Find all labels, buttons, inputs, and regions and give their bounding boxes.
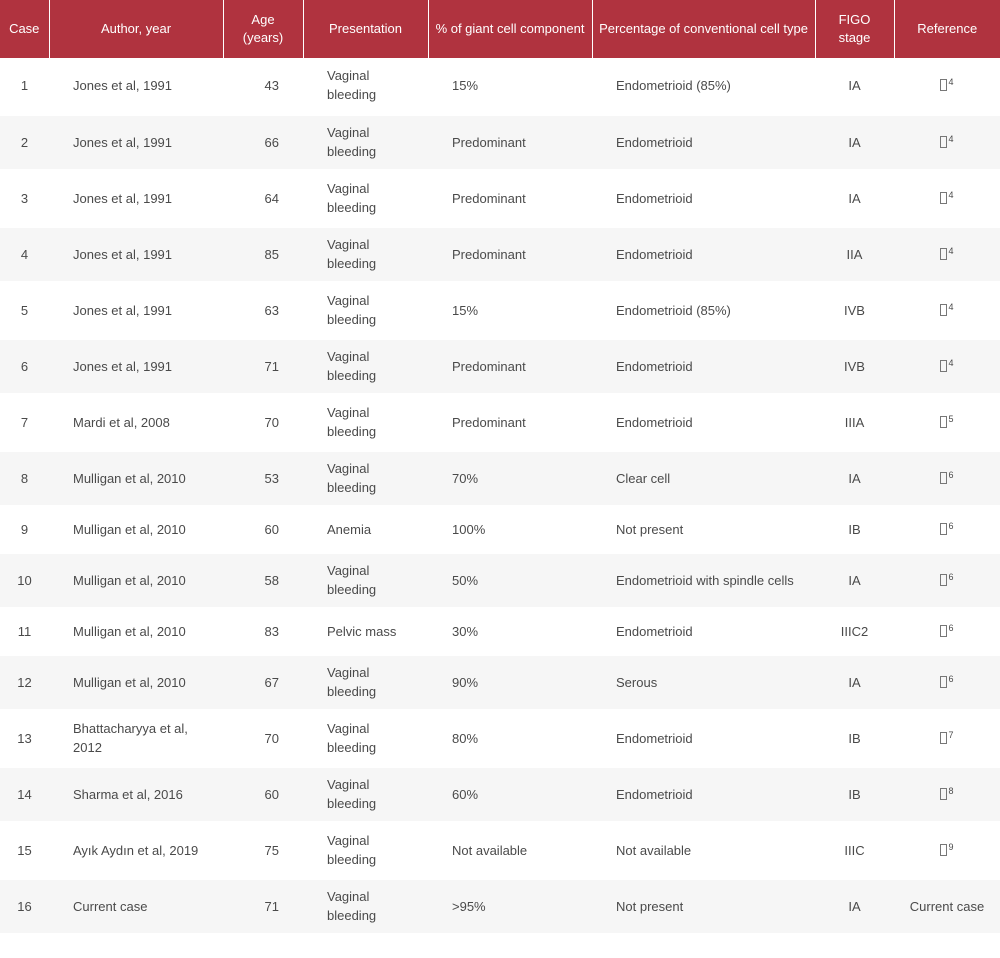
table-row — [0, 822, 1000, 878]
reference-number[interactable]: 4 — [948, 76, 954, 87]
reference-cell[interactable] — [894, 766, 1000, 822]
giant-cell-percent-cell: 60% — [428, 766, 592, 822]
author-cell: Jones et al, 1991 — [49, 282, 223, 338]
presentation-cell: Vaginal bleeding — [303, 766, 428, 822]
table-row — [0, 506, 1000, 552]
reference-link-icon[interactable] — [940, 676, 947, 688]
age-cell: 53 — [223, 450, 303, 506]
age-cell: 67 — [223, 654, 303, 710]
age-cell: 64 — [223, 170, 303, 226]
table-row — [0, 114, 1000, 170]
presentation-cell: Vaginal bleeding — [303, 58, 428, 114]
case-cell: 9 — [0, 506, 49, 552]
conventional-cell-type-cell: Endometrioid with spindle cells — [592, 552, 815, 608]
age-cell: 71 — [223, 338, 303, 394]
case-cell: 10 — [0, 552, 49, 608]
age-cell: 66 — [223, 114, 303, 170]
giant-cell-percent-cell: Predominant — [428, 394, 592, 450]
age-cell: 58 — [223, 552, 303, 608]
table-row — [0, 552, 1000, 608]
reference-cell[interactable] — [894, 654, 1000, 710]
author-cell: Mulligan et al, 2010 — [49, 654, 223, 710]
age-cell: 75 — [223, 822, 303, 878]
header-author: Author, year — [49, 0, 223, 58]
table-row — [0, 282, 1000, 338]
author-cell: Bhattacharyya et al, 2012 — [49, 710, 223, 766]
presentation-cell: Vaginal bleeding — [303, 450, 428, 506]
header-figo-stage: FIGO stage — [815, 0, 894, 58]
reference-number[interactable]: 4 — [948, 301, 954, 312]
reference-link-icon[interactable] — [940, 304, 947, 316]
case-cell: 1 — [0, 58, 49, 114]
conventional-cell-type-cell: Endometrioid — [592, 766, 815, 822]
giant-cell-percent-cell: Predominant — [428, 226, 592, 282]
reference-number[interactable]: 4 — [948, 357, 954, 368]
reference-link-icon[interactable] — [940, 523, 947, 535]
age-cell: 70 — [223, 710, 303, 766]
figo-stage-cell: IB — [815, 766, 894, 822]
case-cell: 11 — [0, 608, 49, 654]
presentation-cell: Vaginal bleeding — [303, 338, 428, 394]
age-cell: 60 — [223, 506, 303, 552]
reference-link-icon[interactable] — [940, 574, 947, 586]
reference-cell[interactable] — [894, 450, 1000, 506]
conventional-cell-type-cell: Clear cell — [592, 450, 815, 506]
figo-stage-cell: IA — [815, 654, 894, 710]
reference-number[interactable]: 4 — [948, 189, 954, 200]
giant-cell-percent-cell: 100% — [428, 506, 592, 552]
age-cell: 71 — [223, 878, 303, 934]
age-cell: 70 — [223, 394, 303, 450]
giant-cell-percent-cell: Predominant — [428, 170, 592, 226]
figo-stage-cell: IVB — [815, 338, 894, 394]
conventional-cell-type-cell: Endometrioid — [592, 338, 815, 394]
header-age: Age (years) — [223, 0, 303, 58]
figo-stage-cell: IIIA — [815, 394, 894, 450]
reference-cell[interactable] — [894, 226, 1000, 282]
reference-cell[interactable] — [894, 338, 1000, 394]
age-cell: 85 — [223, 226, 303, 282]
author-cell: Jones et al, 1991 — [49, 226, 223, 282]
header-case: Case — [0, 0, 49, 58]
reference-cell[interactable] — [894, 114, 1000, 170]
presentation-cell: Vaginal bleeding — [303, 552, 428, 608]
reference-number[interactable]: 5 — [948, 413, 954, 424]
figo-stage-cell: IB — [815, 710, 894, 766]
giant-cell-percent-cell: Predominant — [428, 114, 592, 170]
presentation-cell: Vaginal bleeding — [303, 282, 428, 338]
table-row — [0, 878, 1000, 934]
figo-stage-cell: IB — [815, 506, 894, 552]
presentation-cell: Vaginal bleeding — [303, 710, 428, 766]
reference-number[interactable]: 4 — [948, 133, 954, 144]
reference-number[interactable]: 6 — [948, 520, 954, 531]
case-cell: 12 — [0, 654, 49, 710]
age-cell: 60 — [223, 766, 303, 822]
giant-cell-percent-cell: 30% — [428, 608, 592, 654]
figo-stage-cell: IA — [815, 878, 894, 934]
reference-link-icon[interactable] — [940, 416, 947, 428]
author-cell: Sharma et al, 2016 — [49, 766, 223, 822]
case-cell: 14 — [0, 766, 49, 822]
conventional-cell-type-cell: Endometrioid — [592, 114, 815, 170]
reference-number[interactable]: 6 — [948, 571, 954, 582]
case-cell: 16 — [0, 878, 49, 934]
giant-cell-percent-cell: 80% — [428, 710, 592, 766]
conventional-cell-type-cell: Not available — [592, 822, 815, 878]
giant-cell-percent-cell: 15% — [428, 282, 592, 338]
conventional-cell-type-cell: Endometrioid — [592, 226, 815, 282]
author-cell: Jones et al, 1991 — [49, 114, 223, 170]
reference-cell[interactable] — [894, 506, 1000, 552]
reference-link-icon[interactable] — [940, 788, 947, 800]
case-cell: 15 — [0, 822, 49, 878]
presentation-cell: Vaginal bleeding — [303, 878, 428, 934]
presentation-cell: Vaginal bleeding — [303, 394, 428, 450]
reference-cell[interactable] — [894, 170, 1000, 226]
case-cell: 13 — [0, 710, 49, 766]
reference-cell: Current case — [894, 878, 1000, 934]
table-row — [0, 450, 1000, 506]
presentation-cell: Anemia — [303, 506, 428, 552]
age-cell: 63 — [223, 282, 303, 338]
conventional-cell-type-cell: Serous — [592, 654, 815, 710]
reference-number[interactable]: 6 — [948, 673, 954, 684]
presentation-cell: Vaginal bleeding — [303, 822, 428, 878]
author-cell: Current case — [49, 878, 223, 934]
reference-number[interactable]: 8 — [948, 785, 954, 796]
author-cell: Jones et al, 1991 — [49, 58, 223, 114]
presentation-cell: Vaginal bleeding — [303, 114, 428, 170]
giant-cell-percent-cell: 70% — [428, 450, 592, 506]
reference-cell[interactable] — [894, 58, 1000, 114]
reference-number[interactable]: 6 — [948, 622, 954, 633]
reference-cell[interactable] — [894, 552, 1000, 608]
giant-cell-percent-cell: 50% — [428, 552, 592, 608]
figo-stage-cell: IA — [815, 58, 894, 114]
case-cell: 7 — [0, 394, 49, 450]
table-row — [0, 170, 1000, 226]
reference-link-icon[interactable] — [940, 625, 947, 637]
conventional-cell-type-cell: Not present — [592, 878, 815, 934]
reference-link-icon[interactable] — [940, 732, 947, 744]
reference-cell[interactable] — [894, 394, 1000, 450]
reference-link-icon[interactable] — [940, 248, 947, 260]
reference-cell[interactable] — [894, 822, 1000, 878]
author-cell: Mardi et al, 2008 — [49, 394, 223, 450]
case-cell: 6 — [0, 338, 49, 394]
giant-cell-percent-cell: 90% — [428, 654, 592, 710]
author-cell: Ayık Aydın et al, 2019 — [49, 822, 223, 878]
presentation-cell: Vaginal bleeding — [303, 226, 428, 282]
figo-stage-cell: IA — [815, 114, 894, 170]
table-row — [0, 338, 1000, 394]
conventional-cell-type-cell: Endometrioid — [592, 394, 815, 450]
author-cell: Jones et al, 1991 — [49, 338, 223, 394]
table-header-row — [0, 0, 1000, 58]
conventional-cell-type-cell: Endometrioid (85%) — [592, 282, 815, 338]
reference-number[interactable]: 9 — [948, 841, 954, 852]
conventional-cell-type-cell: Endometrioid — [592, 710, 815, 766]
table-row — [0, 654, 1000, 710]
reference-link-icon[interactable] — [940, 79, 947, 91]
case-cell: 8 — [0, 450, 49, 506]
conventional-cell-type-cell: Not present — [592, 506, 815, 552]
conventional-cell-type-cell: Endometrioid (85%) — [592, 58, 815, 114]
giant-cell-percent-cell: >95% — [428, 878, 592, 934]
presentation-cell: Pelvic mass — [303, 608, 428, 654]
case-cell: 2 — [0, 114, 49, 170]
author-cell: Mulligan et al, 2010 — [49, 506, 223, 552]
reference-link-icon[interactable] — [940, 844, 947, 856]
reference-link-icon[interactable] — [940, 136, 947, 148]
author-cell: Mulligan et al, 2010 — [49, 552, 223, 608]
reference-number[interactable]: 7 — [948, 729, 954, 740]
reference-cell[interactable] — [894, 282, 1000, 338]
header-reference: Reference — [894, 0, 1000, 58]
author-cell: Mulligan et al, 2010 — [49, 450, 223, 506]
reference-cell[interactable] — [894, 710, 1000, 766]
table-row — [0, 608, 1000, 654]
header-giant-cell: % of giant cell component — [428, 0, 592, 58]
table-row — [0, 766, 1000, 822]
figo-stage-cell: IA — [815, 170, 894, 226]
giant-cell-percent-cell: Not available — [428, 822, 592, 878]
conventional-cell-type-cell: Endometrioid — [592, 170, 815, 226]
table-row — [0, 58, 1000, 114]
reference-link-icon[interactable] — [940, 472, 947, 484]
age-cell: 43 — [223, 58, 303, 114]
reference-number[interactable]: 6 — [948, 469, 954, 480]
giant-cell-percent-cell: 15% — [428, 58, 592, 114]
table-row — [0, 710, 1000, 766]
figo-stage-cell: IA — [815, 552, 894, 608]
table-row — [0, 226, 1000, 282]
header-conventional-cell: Percentage of conventional cell type — [592, 0, 815, 58]
case-cell: 5 — [0, 282, 49, 338]
figo-stage-cell: IIA — [815, 226, 894, 282]
header-presentation: Presentation — [303, 0, 428, 58]
case-cell: 3 — [0, 170, 49, 226]
table-row — [0, 394, 1000, 450]
conventional-cell-type-cell: Endometrioid — [592, 608, 815, 654]
figo-stage-cell: IIIC — [815, 822, 894, 878]
figo-stage-cell: IVB — [815, 282, 894, 338]
presentation-cell: Vaginal bleeding — [303, 654, 428, 710]
reference-link-icon[interactable] — [940, 360, 947, 372]
presentation-cell: Vaginal bleeding — [303, 170, 428, 226]
author-cell: Mulligan et al, 2010 — [49, 608, 223, 654]
author-cell: Jones et al, 1991 — [49, 170, 223, 226]
reference-number[interactable]: 4 — [948, 245, 954, 256]
reference-cell[interactable] — [894, 608, 1000, 654]
age-cell: 83 — [223, 608, 303, 654]
giant-cell-percent-cell: Predominant — [428, 338, 592, 394]
case-cell: 4 — [0, 226, 49, 282]
figo-stage-cell: IA — [815, 450, 894, 506]
reference-link-icon[interactable] — [940, 192, 947, 204]
figo-stage-cell: IIIC2 — [815, 608, 894, 654]
